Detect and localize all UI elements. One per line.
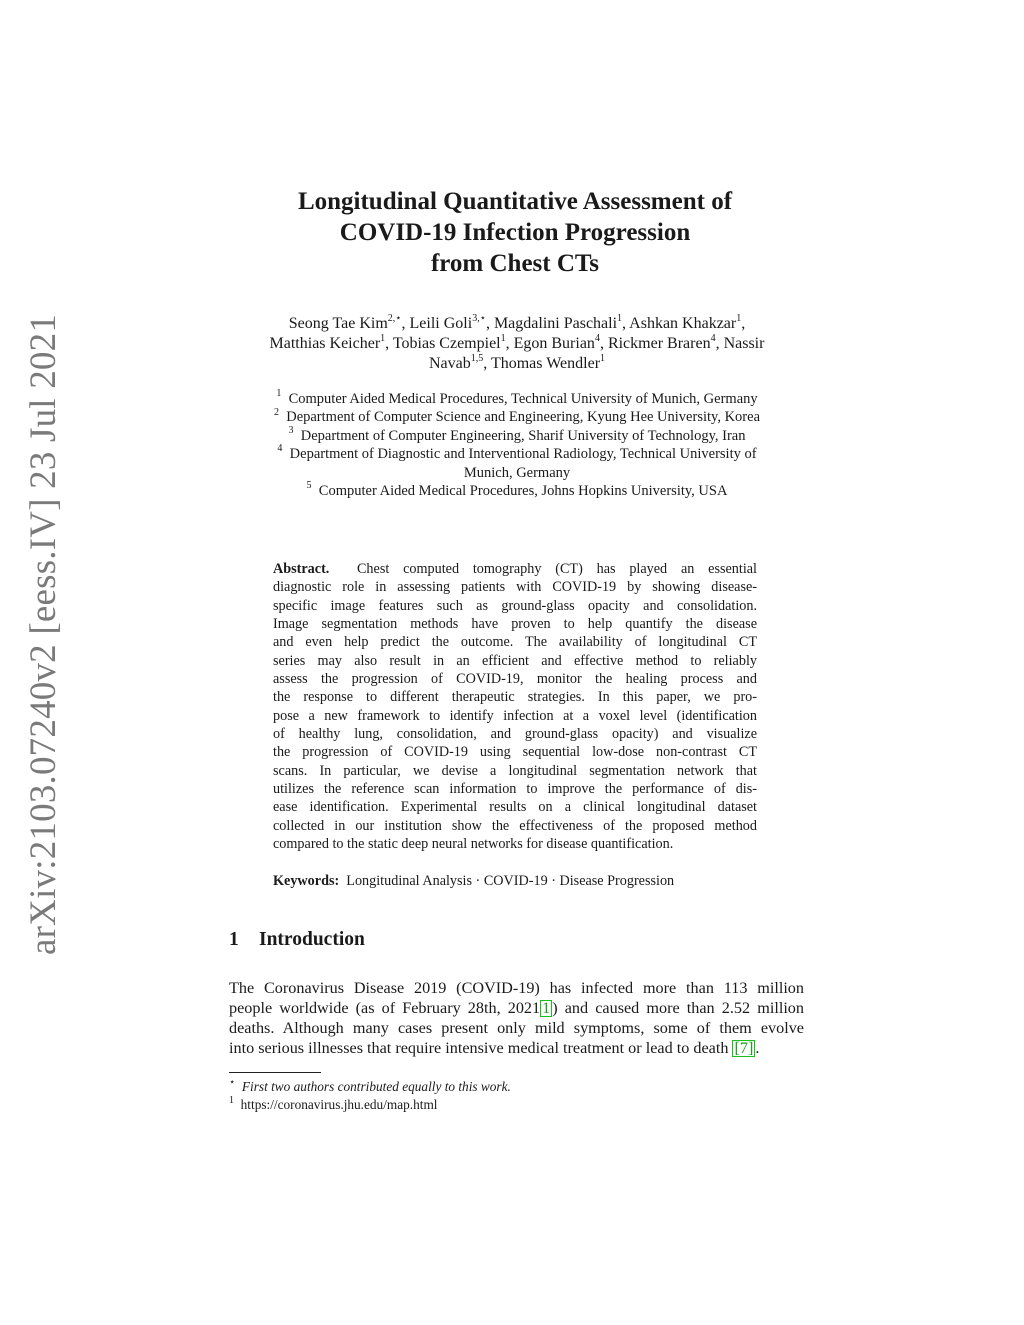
citation-link[interactable]: [7]	[734, 1038, 754, 1057]
abstract-line: the response to different therapeutic strategies. In this paper, we pro-	[273, 689, 757, 706]
abstract-line: utilizes the reference scan information to improve the performance of dis-	[273, 781, 757, 798]
title-line: COVID-19 Infection Progression	[339, 219, 691, 246]
abstract-line: the progression of COVID-19 using sequential low-dose non-contrast CT	[273, 744, 757, 761]
body-line: deaths. Although many cases present only mild symptoms, some of them evolve	[229, 1018, 804, 1037]
affil-mark: 2,⋆	[387, 312, 402, 324]
author-separator: ,	[741, 315, 746, 332]
section-heading	[229, 929, 365, 951]
body-line	[229, 999, 804, 1019]
footnotes	[229, 1078, 511, 1114]
body-line	[229, 1039, 804, 1059]
author-line	[222, 334, 812, 354]
abstract-line: Image segmentation methods have proven to help quantify the disease	[273, 616, 757, 633]
author-line	[222, 314, 812, 334]
abstract-label: Abstract.	[273, 561, 330, 577]
affil-mark: 4	[594, 332, 600, 344]
section-number: 1	[229, 929, 239, 950]
affiliation	[222, 445, 812, 463]
author-name: , Ashkan Khakzar	[622, 315, 737, 332]
affiliation	[222, 482, 812, 500]
abstract-line: assess the progression of COVID-19, monitor the healing process and	[273, 671, 757, 688]
affil-mark: 1	[380, 332, 386, 344]
body-line: The Coronavirus Disease 2019 (COVID-19) has infected more than 113 million	[229, 979, 804, 997]
body-text: .	[755, 1038, 760, 1057]
footnote-rule	[229, 1072, 321, 1073]
footnote-url[interactable]: https://coronavirus.jhu.edu/map.html	[240, 1097, 438, 1112]
affil-number: 3	[288, 424, 294, 436]
affil-text: Munich, Germany	[463, 464, 571, 481]
affil-number: 4	[277, 443, 283, 455]
affiliation	[222, 424, 812, 445]
affil-text: Department of Diagnostic and Interventional Radiology, Technical University of	[289, 446, 757, 463]
affil-mark: 1	[617, 312, 623, 324]
author-name: , Thomas Wendler	[483, 355, 601, 372]
abstract-line	[273, 560, 757, 578]
author-name: , Leili Goli	[401, 315, 473, 332]
body-text: ) and caused more than 2.52 million	[552, 998, 804, 1017]
author-name: , Egon Burian	[505, 335, 595, 352]
abstract-line: compared to the static deep neural networks for disease quantification.	[273, 836, 674, 853]
footnote	[229, 1096, 511, 1114]
author-name: Matthias Keicher	[269, 335, 381, 352]
author-list	[222, 314, 812, 374]
author-line	[222, 354, 812, 374]
abstract-line: ease identification. Experimental results on a clinical longitudinal dataset	[273, 799, 757, 816]
keywords-label: Keywords:	[273, 873, 340, 889]
paper-title	[230, 186, 800, 279]
footnote-mark: 1	[229, 1094, 234, 1106]
author-name: Navab	[428, 355, 471, 372]
affil-mark: 1	[600, 352, 606, 364]
section-title: Introduction	[259, 929, 365, 950]
abstract-line: and even help predict the outcome. The availability of longitudinal CT	[273, 634, 757, 651]
author-name: , Rickmer Braren	[599, 335, 711, 352]
abstract-line: collected in our institution show the effectiveness of the proposed method	[273, 817, 757, 834]
footnote-text: First two authors contributed equally to this work.	[241, 1079, 511, 1094]
footnote-link[interactable]: 1	[542, 998, 551, 1017]
affil-number: 5	[306, 480, 312, 492]
abstract-line: series may also result in an efficient and effective method to reliably	[273, 652, 757, 669]
affil-number: 1	[276, 388, 282, 400]
abstract-line: diagnostic role in assessing patients with COVID-19 by showing disease-	[273, 579, 757, 596]
arxiv-stamp: arXiv:2103.07240v2 [eess.IV] 23 Jul 2021	[23, 313, 64, 955]
keywords	[273, 873, 674, 890]
affil-text: Department of Computer Engineering, Sharif University of Technology, Iran	[300, 427, 746, 444]
affil-number: 2	[273, 406, 279, 418]
affil-mark: 1	[500, 332, 506, 344]
title-line: from Chest CTs	[430, 250, 600, 277]
body-paragraph	[229, 979, 804, 1059]
author-name: , Tobias Czempiel	[385, 335, 501, 352]
keywords-text: Longitudinal Analysis · COVID-19 · Disease Progression	[346, 873, 675, 889]
affil-mark: 4	[710, 332, 716, 344]
author-name: , Nassir	[715, 335, 765, 352]
affil-text: Computer Aided Medical Procedures, Technical University of Munich, Germany	[288, 391, 758, 407]
affil-text: Computer Aided Medical Procedures, Johns Hopkins University, USA	[318, 483, 728, 500]
affil-text: Department of Computer Science and Engineering, Kyung Hee University, Korea	[286, 409, 761, 426]
abstract-line: pose a new framework to identify infection at a voxel level (identification	[273, 707, 757, 724]
title-line: Longitudinal Quantitative Assessment of	[297, 188, 733, 215]
affil-mark: 1,5	[470, 352, 484, 364]
affiliation-list	[222, 390, 812, 500]
affiliation	[222, 390, 812, 408]
affil-mark: 3,⋆	[472, 312, 486, 324]
abstract-line: specific image features such as ground-glass opacity and consolidation.	[273, 597, 757, 614]
abstract-line: of healthy lung, consolidation, and ground-glass opacity) and visualize	[273, 726, 757, 743]
abstract-text: Chest computed tomography (CT) has played an essential	[356, 561, 757, 577]
author-name: Seong Tae Kim	[288, 315, 388, 332]
abstract-line: scans. In particular, we devise a longitudinal segmentation network that	[273, 762, 757, 779]
footnote-mark: ⋆	[229, 1076, 236, 1088]
abstract	[273, 560, 757, 854]
footnote	[229, 1078, 511, 1096]
author-name: , Magdalini Paschali	[485, 315, 618, 332]
body-text: into serious illnesses that require intensive medical treatment or lead to death	[229, 1038, 733, 1057]
body-text: people worldwide (as of February 28th, 2021	[229, 998, 541, 1017]
affil-mark: 1	[736, 312, 742, 324]
affiliation	[222, 408, 812, 426]
